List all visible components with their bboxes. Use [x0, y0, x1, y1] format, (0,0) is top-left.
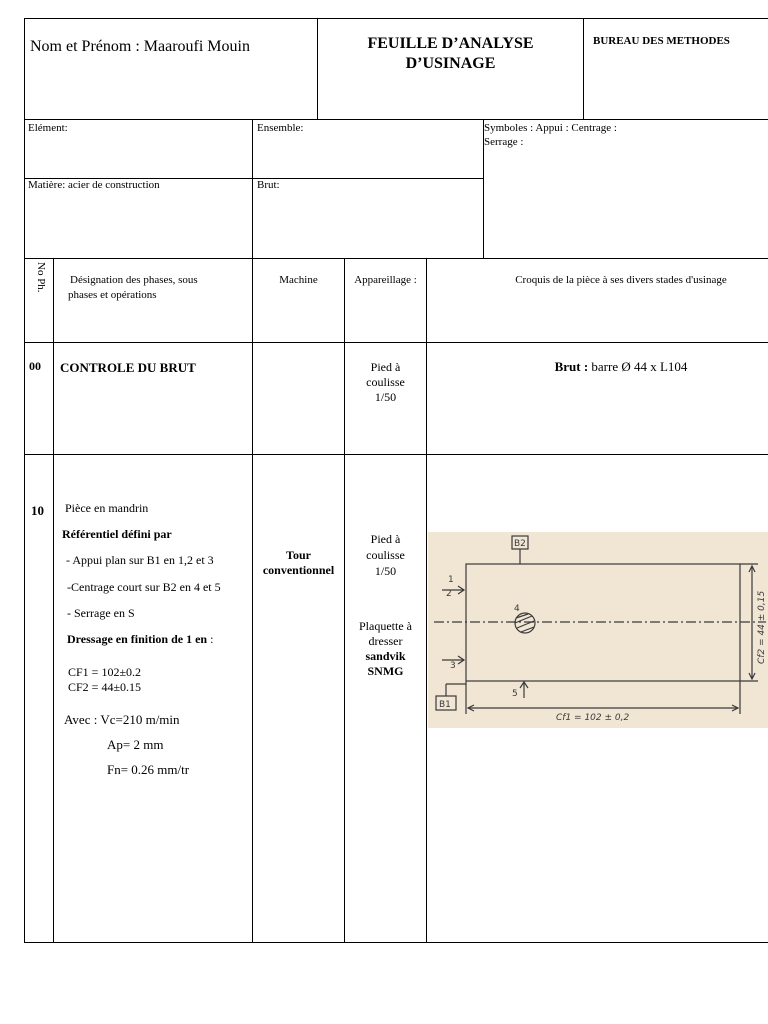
header-vline-2: [583, 18, 584, 120]
bureau-methodes: BUREAU DES METHODES: [593, 35, 730, 47]
label-5: 5: [512, 689, 518, 699]
croquis-drawing: [428, 532, 768, 728]
designation-header-line1: Désignation des phases, sous: [70, 274, 198, 286]
dim-length: Cf1 = 102 ± 0,2: [556, 713, 630, 723]
phase-00-tool-line1: Pied à: [370, 360, 401, 374]
sheet-title-line1: FEUILLE D’ANALYSE: [367, 35, 534, 52]
label-b1: B1: [439, 700, 451, 710]
phase-00-bottom: [24, 454, 768, 455]
phase-10-line-dressage: [67, 632, 213, 647]
symboles-label: Symboles : Appui : Centrage :: [484, 122, 617, 134]
phase-10-tool-line5: dresser: [368, 634, 403, 648]
phase-10-tool-line6: sandvik: [365, 649, 406, 663]
phase-10-line-serrage: - Serrage en S: [67, 606, 135, 620]
phase-10-tool-line3: 1/50: [374, 564, 397, 578]
dim-diameter: Cf2 = 44 ± 0,15: [757, 590, 767, 664]
label-4: 4: [514, 604, 520, 614]
info-vline-1: [252, 119, 253, 259]
matiere-label: Matière: acier de construction: [28, 179, 160, 191]
col-line-1: [53, 258, 54, 943]
phase-10-tool-line1: Pied à: [370, 532, 401, 546]
machine-header: Machine: [279, 274, 318, 286]
serrage-label: Serrage :: [484, 136, 524, 148]
label-face-3: 3: [450, 661, 456, 671]
sheet-title-line2: D’USINAGE: [405, 55, 496, 72]
phase-00-number: 00: [29, 359, 41, 373]
phase-10-fn: Fn= 0.26 mm/tr: [107, 762, 190, 777]
phase-10-tool-line4: Plaquette à: [359, 619, 412, 633]
element-label: Elément:: [28, 122, 68, 134]
phase-10-machine-line1: Tour: [286, 548, 311, 562]
phase-10-vc: Avec : Vc=210 m/min: [64, 712, 180, 727]
phase-10-machine-line2: conventionnel: [262, 563, 335, 577]
header-divider: [24, 119, 768, 120]
brut-bold-label: Brut :: [554, 359, 589, 374]
croquis-sketch: [428, 532, 768, 728]
phase-10-line-appui: - Appui plan sur B1 en 1,2 et 3: [66, 553, 214, 567]
phase-10-number: 10: [31, 503, 44, 518]
brut-label: Brut:: [257, 179, 280, 191]
phase-10-line-centrage: -Centrage court sur B2 en 4 et 5: [67, 580, 221, 594]
ensemble-label: Ensemble:: [257, 122, 304, 134]
table-header-bottom: [24, 342, 768, 343]
info-bottom-line: [24, 258, 768, 259]
dressage-bold: Dressage en finition de 1 en: [67, 632, 208, 646]
student-name: Nom et Prénom : Maaroufi Mouin: [30, 38, 250, 55]
no-ph-header: No Ph.: [35, 262, 47, 293]
phase-10-cf2: CF2 = 44±0.15: [68, 680, 142, 694]
phase-10-tool-line7: SNMG: [367, 664, 404, 678]
phase-10-cf1: CF1 = 102±0.2: [68, 665, 142, 679]
phase-00-designation: CONTROLE DU BRUT: [60, 360, 196, 375]
designation-header-line2: phases et opérations: [68, 289, 157, 301]
phase-00-brut-description: [427, 359, 768, 375]
phase-00-tool-line2: coulisse: [366, 375, 405, 389]
phase-10-ap: Ap= 2 mm: [107, 737, 164, 752]
croquis-header: Croquis de la pièce à ses divers stades d'usinage: [515, 274, 727, 286]
analysis-sheet-frame: [24, 18, 768, 943]
phase-10-tool-line2: coulisse: [366, 548, 405, 562]
dressage-colon: :: [207, 632, 214, 646]
phase-10-line-mandrin: Pièce en mandrin: [65, 501, 149, 515]
appareillage-header: Appareillage :: [354, 274, 417, 286]
phase-00-tool-line3: 1/50: [374, 390, 397, 404]
col-line-2: [252, 258, 253, 943]
phase-10-line-referentiel: Référentiel défini par: [62, 527, 172, 541]
label-face-2: 2: [446, 589, 452, 599]
label-face-1: 1: [448, 575, 454, 585]
label-b2: B2: [514, 539, 526, 549]
brut-dimensions: barre Ø 44 x L104: [591, 359, 688, 374]
